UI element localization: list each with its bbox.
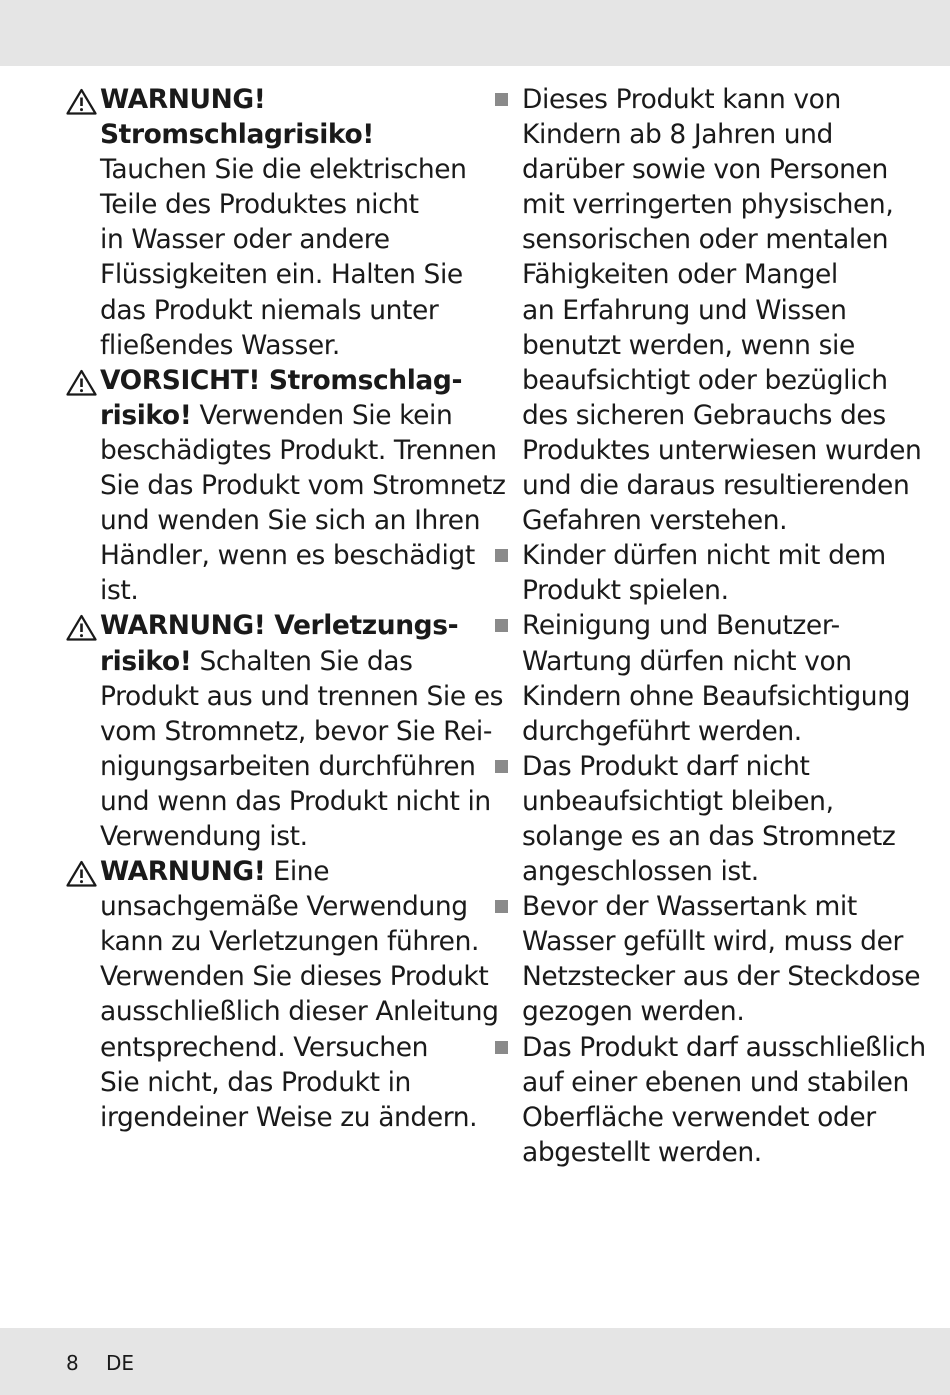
bullet-line: an Erfahrung und Wissen	[522, 294, 847, 326]
bullet-line: mit verringerten physischen,	[522, 189, 894, 221]
warning-improper-use	[66, 854, 499, 1135]
text-line	[100, 714, 493, 749]
bullet-line: Oberfläche verwendet oder	[522, 1101, 876, 1133]
warning-body: Schalten Sie das	[191, 645, 413, 677]
warning-body: Produkt aus und trennen Sie es	[100, 680, 504, 712]
warnings-column	[66, 82, 506, 1135]
bullet-line: Dieses Produkt kann von	[522, 84, 841, 115]
bullet-line: abgestellt werden.	[522, 1136, 762, 1168]
text-line	[100, 328, 464, 363]
text-line	[100, 854, 464, 889]
warning-body: Sie das Produkt vom Stromnetz	[100, 470, 506, 502]
warning-triangle-icon	[66, 614, 97, 641]
text-line	[100, 573, 464, 608]
bullet-line: durchgeführt werden.	[522, 715, 802, 747]
bullet-line: des sicheren Gebrauchs des	[522, 399, 886, 431]
text-line	[100, 819, 464, 854]
text-line	[100, 679, 504, 714]
warning-body: Verwenden Sie dieses Produkt	[100, 961, 489, 993]
text-line	[100, 994, 499, 1029]
warning-triangle-icon	[66, 88, 97, 115]
text-line	[100, 889, 468, 924]
bullet-line: Kindern ab 8 Jahren und	[522, 119, 833, 151]
bullet-line: gezogen werden.	[522, 996, 745, 1028]
warning-body: Eine	[265, 856, 330, 888]
bullet-line: Produkt spielen.	[522, 575, 729, 607]
square-bullet-icon	[495, 1041, 508, 1054]
bullet-line: solange es an das Stromnetz	[522, 820, 896, 852]
square-bullet-icon	[495, 900, 508, 913]
bullet-line: unbeaufsichtigt bleiben,	[522, 785, 834, 817]
footer-band	[0, 1328, 950, 1395]
bullet-line: Gefahren verstehen.	[522, 505, 788, 537]
square-bullet-icon	[495, 93, 508, 106]
text-line	[100, 503, 481, 538]
warning-body: fließendes Wasser.	[100, 329, 340, 361]
warning-body: und wenn das Produkt nicht in	[100, 785, 491, 817]
bullet-unattended	[492, 749, 902, 889]
warning-text	[100, 82, 467, 363]
bullet-line: Fähigkeiten oder Mangel	[522, 259, 838, 291]
text-line	[100, 1030, 464, 1065]
text-line	[100, 1100, 478, 1135]
warning-text	[100, 363, 506, 609]
bullet-line: Netzstecker aus der Steckdose	[522, 961, 921, 993]
warning-body: nigungsarbeiten durchführen	[100, 750, 476, 782]
text-line	[100, 222, 464, 257]
bullet-cleaning-maintenance	[492, 608, 911, 748]
bullet-stable-surface	[492, 1030, 926, 1170]
bullet-line: Das Produkt darf ausschließlich	[522, 1031, 926, 1063]
safety-bullets-column	[492, 82, 926, 1170]
warning-body: in Wasser oder andere	[100, 224, 390, 256]
warning-electric-shock-water	[66, 82, 467, 363]
bullet-line: Kindern ohne Beaufsichtigung	[522, 680, 911, 712]
text-line	[100, 363, 464, 398]
text-line	[100, 187, 464, 222]
warning-body: Verwenden Sie kein	[191, 399, 453, 431]
bullet-water-tank	[492, 889, 921, 1029]
warning-body: beschädigtes Produkt. Trennen	[100, 434, 497, 466]
bullet-line: Reinigung und Benutzer-	[522, 610, 840, 642]
bullet-line: Bevor der Wassertank mit	[522, 891, 857, 923]
warning-text	[100, 854, 499, 1135]
text-line	[100, 924, 479, 959]
text-line	[100, 608, 464, 643]
bullet-line: angeschlossen ist.	[522, 856, 759, 888]
warning-heading: risiko!	[100, 399, 192, 431]
text-line	[100, 293, 464, 328]
warning-body: Flüssigkeiten ein. Halten Sie	[100, 259, 463, 291]
warning-body: Sie nicht, das Produkt in	[100, 1066, 411, 1098]
text-line	[100, 784, 491, 819]
text-line	[100, 433, 497, 468]
warning-body: vom Stromnetz, bevor Sie Rei-	[100, 715, 493, 747]
text-line	[100, 959, 489, 994]
bullet-children-play	[492, 538, 902, 608]
bullet-line: sensorischen oder mentalen	[522, 224, 889, 256]
bullet-line: und die daraus resultierenden	[522, 470, 910, 502]
bullet-line: Wasser gefüllt wird, muss der	[522, 926, 903, 958]
warning-body: und wenden Sie sich an Ihren	[100, 505, 481, 537]
warning-body: ausschließlich dieser Anleitung	[100, 996, 499, 1028]
warning-body: Teile des Produktes nicht	[100, 189, 419, 221]
warning-triangle-icon	[66, 860, 97, 887]
warning-body: kann zu Verletzungen führen.	[100, 926, 479, 958]
text-line	[100, 749, 476, 784]
bullet-line: Kinder dürfen nicht mit dem	[522, 540, 886, 572]
warning-body: entsprechend. Versuchen	[100, 1031, 429, 1063]
warning-triangle-icon	[66, 369, 97, 396]
bullet-line: benutzt werden, wenn sie	[522, 329, 855, 361]
text-line	[100, 538, 475, 573]
warning-heading: WARNUNG! Verletzungs-	[100, 610, 459, 642]
warning-heading: VORSICHT! Stromschlag-	[100, 364, 463, 396]
language-code: DE	[106, 1351, 135, 1375]
warning-heading: WARNUNG!	[100, 84, 266, 115]
text-line	[100, 398, 464, 433]
caution-damaged-product	[66, 363, 506, 609]
warning-heading: WARNUNG!	[100, 856, 266, 888]
text-line	[100, 257, 464, 292]
warning-text	[100, 608, 504, 854]
bullet-line: beaufsichtigt oder bezüglich	[522, 364, 888, 396]
square-bullet-icon	[495, 619, 508, 632]
page-number: 8	[66, 1351, 79, 1375]
bullet-line: auf einer ebenen und stabilen	[522, 1066, 909, 1098]
text-line	[100, 82, 464, 117]
bullet-line: Produktes unterwiesen wurden	[522, 434, 922, 466]
square-bullet-icon	[495, 760, 508, 773]
warning-heading: risiko!	[100, 645, 192, 677]
warning-body: Tauchen Sie die elektrischen	[100, 154, 467, 186]
warning-body: unsachgemäße Verwendung	[100, 891, 468, 923]
bullet-line: Wartung dürfen nicht von	[522, 645, 852, 677]
text-line	[100, 152, 467, 187]
square-bullet-icon	[495, 549, 508, 562]
warning-heading: Stromschlagrisiko!	[100, 119, 374, 151]
text-line	[100, 1065, 464, 1100]
bullet-children-supervision	[492, 82, 922, 538]
header-band	[0, 0, 950, 66]
bullet-line: darüber sowie von Personen	[522, 154, 888, 186]
warning-injury-cleaning	[66, 608, 504, 854]
warning-body: irgendeiner Weise zu ändern.	[100, 1101, 478, 1133]
text-line	[100, 117, 464, 152]
warning-body: ist.	[100, 575, 139, 607]
warning-body: Verwendung ist.	[100, 820, 308, 852]
text-line	[100, 644, 464, 679]
warning-body: Händler, wenn es beschädigt	[100, 540, 475, 572]
warning-body: das Produkt niemals unter	[100, 294, 439, 326]
bullet-line: Das Produkt darf nicht	[522, 750, 810, 782]
text-line	[100, 468, 506, 503]
